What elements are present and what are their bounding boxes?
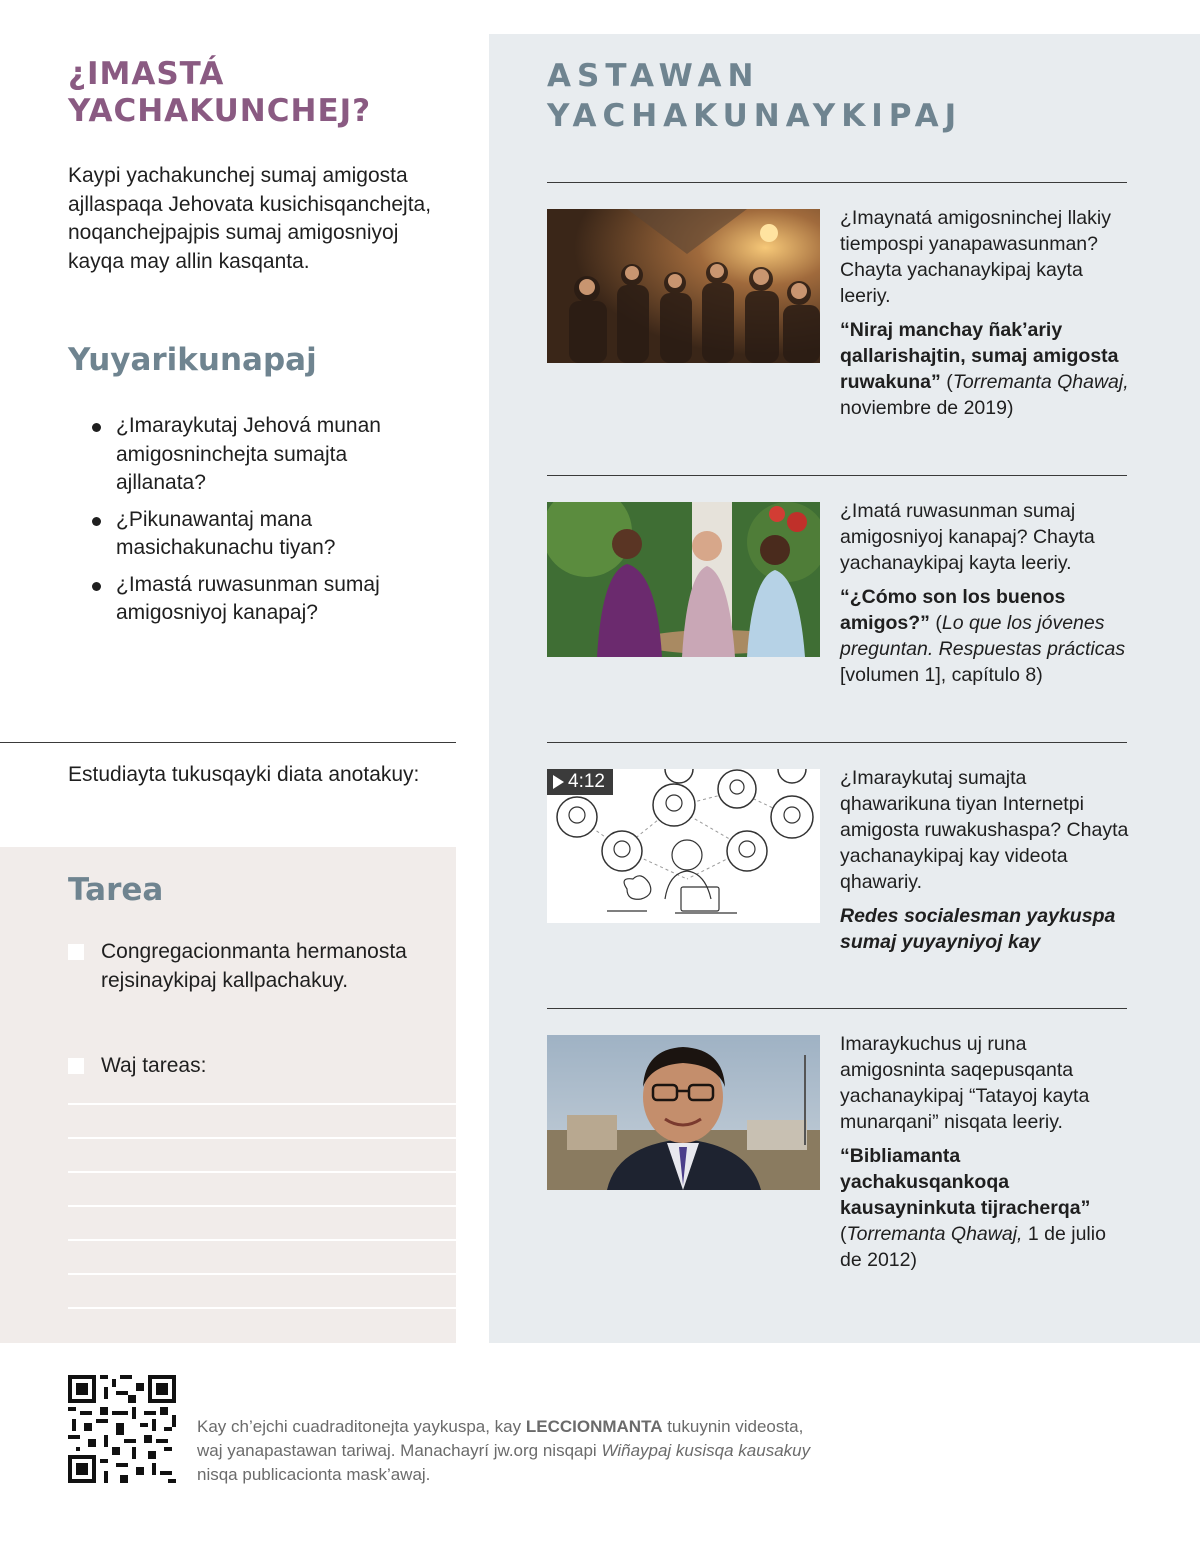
- further-study-title: ASTAWAN YACHAKUNAYKIPAJ: [547, 58, 963, 134]
- entry-reference[interactable]: Redes socialesman yaykuspa sumaj yuyayniyoj kay: [840, 905, 1116, 953]
- further-study-entry: [840, 765, 1130, 955]
- play-icon: [553, 775, 564, 789]
- checkbox[interactable]: [68, 1058, 84, 1074]
- divider: [547, 742, 1127, 743]
- entry-description: ¿Imaynatá amigosninchej llakiy tiempospi yanapawasunman? Chayta yachanaykipaj kayta leeriy.: [840, 207, 1111, 307]
- review-question: ¿Pikunawantaj mana masichakunachu tiyan?: [92, 506, 442, 563]
- task-panel: [0, 847, 456, 1343]
- writing-line[interactable]: [68, 1239, 456, 1241]
- study-date-label: Estudiayta tukusqayki diata anotakuy:: [68, 763, 420, 786]
- review-question: ¿Imastá ruwasunman sumaj amigosniyoj kanapaj?: [92, 571, 442, 628]
- divider: [547, 1008, 1127, 1009]
- task-item: [68, 938, 438, 995]
- bullet-icon: [92, 423, 101, 432]
- social-network-video-thumbnail[interactable]: [547, 769, 820, 923]
- writing-line[interactable]: [68, 1273, 456, 1275]
- review-questions-title: Yuyarikunapaj: [68, 342, 317, 378]
- task-title: Tarea: [68, 872, 164, 908]
- summary-title: ¿IMASTÁ YACHAKUNCHEJ?: [68, 56, 372, 129]
- review-question: ¿Imaraykutaj Jehová munan amigosninchejta sumajta ajllanata?: [92, 412, 442, 498]
- writing-line[interactable]: [68, 1103, 456, 1105]
- entry-reference[interactable]: “¿Cómo son los buenos amigos?” (Lo que los jóvenes preguntan. Respuestas prácticas [volumen 1], capítulo 8): [840, 586, 1126, 686]
- divider: [547, 182, 1127, 183]
- task-item: [68, 1052, 438, 1081]
- bullet-icon: [92, 582, 101, 591]
- group-friends-attic-photo[interactable]: [547, 209, 820, 363]
- entry-description: ¿Imaraykutaj sumajta qhawarikuna tiyan Internetpi amigosta ruwakushaspa? Chayta yachanaykipaj kay videota qhawariy.: [840, 767, 1129, 893]
- task-item-label: Congregacionmanta hermanosta rejsinaykipaj kallpachakuy.: [101, 940, 407, 992]
- three-young-women-photo[interactable]: [547, 502, 820, 657]
- qr-code[interactable]: [68, 1375, 176, 1483]
- further-study-entry: [840, 205, 1130, 421]
- video-duration-badge: 4:12: [547, 769, 613, 795]
- divider: [547, 475, 1127, 476]
- checkbox[interactable]: [68, 944, 84, 960]
- further-study-entry: [840, 1031, 1130, 1273]
- bullet-icon: [92, 517, 101, 526]
- divider: [0, 742, 456, 743]
- writing-line[interactable]: [68, 1307, 456, 1309]
- review-questions-list: [92, 412, 442, 636]
- entry-reference[interactable]: “Niraj manchay ñak’ariy qallarishajtin, sumaj amigosta ruwakuna” (Torremanta Qhawaj, noviembre de 2019): [840, 319, 1129, 419]
- smiling-man-portrait-photo[interactable]: [547, 1035, 820, 1190]
- entry-description: ¿Imatá ruwasunman sumaj amigosniyoj kanapaj? Chayta yachanaykipaj kayta leeriy.: [840, 500, 1095, 574]
- summary-text: Kaypi yachakunchej sumaj amigosta ajllaspaqa Jehovata kusichisqanchejta, noqanchejpajpis sumaj amigosniyoj kayqa may allin kasqanta.: [68, 164, 432, 273]
- footer-note: Kay ch’ejchi cuadraditonejta yaykuspa, kay LECCIONMANTA tukuynin videosta, waj yanapastawan tariwaj. Manachayrí jw.org nisqapi Wiñaypaj kusisqa kausakuy nisqa publicacionta mask’awaj.: [197, 1417, 811, 1484]
- writing-line[interactable]: [68, 1171, 456, 1173]
- writing-line[interactable]: [68, 1137, 456, 1139]
- entry-description: Imaraykuchus uj runa amigosninta saqepusqanta yachanaykipaj “Tatayoj kayta munarqani” nisqata leeriy.: [840, 1033, 1090, 1133]
- further-study-entry: [840, 498, 1130, 688]
- writing-line[interactable]: [68, 1205, 456, 1207]
- entry-reference[interactable]: “Bibliamanta yachakusqankoqa kausayninkuta tijracherqa” (Torremanta Qhawaj, 1 de julio de 2012): [840, 1145, 1106, 1271]
- task-item-label: Waj tareas:: [101, 1054, 207, 1077]
